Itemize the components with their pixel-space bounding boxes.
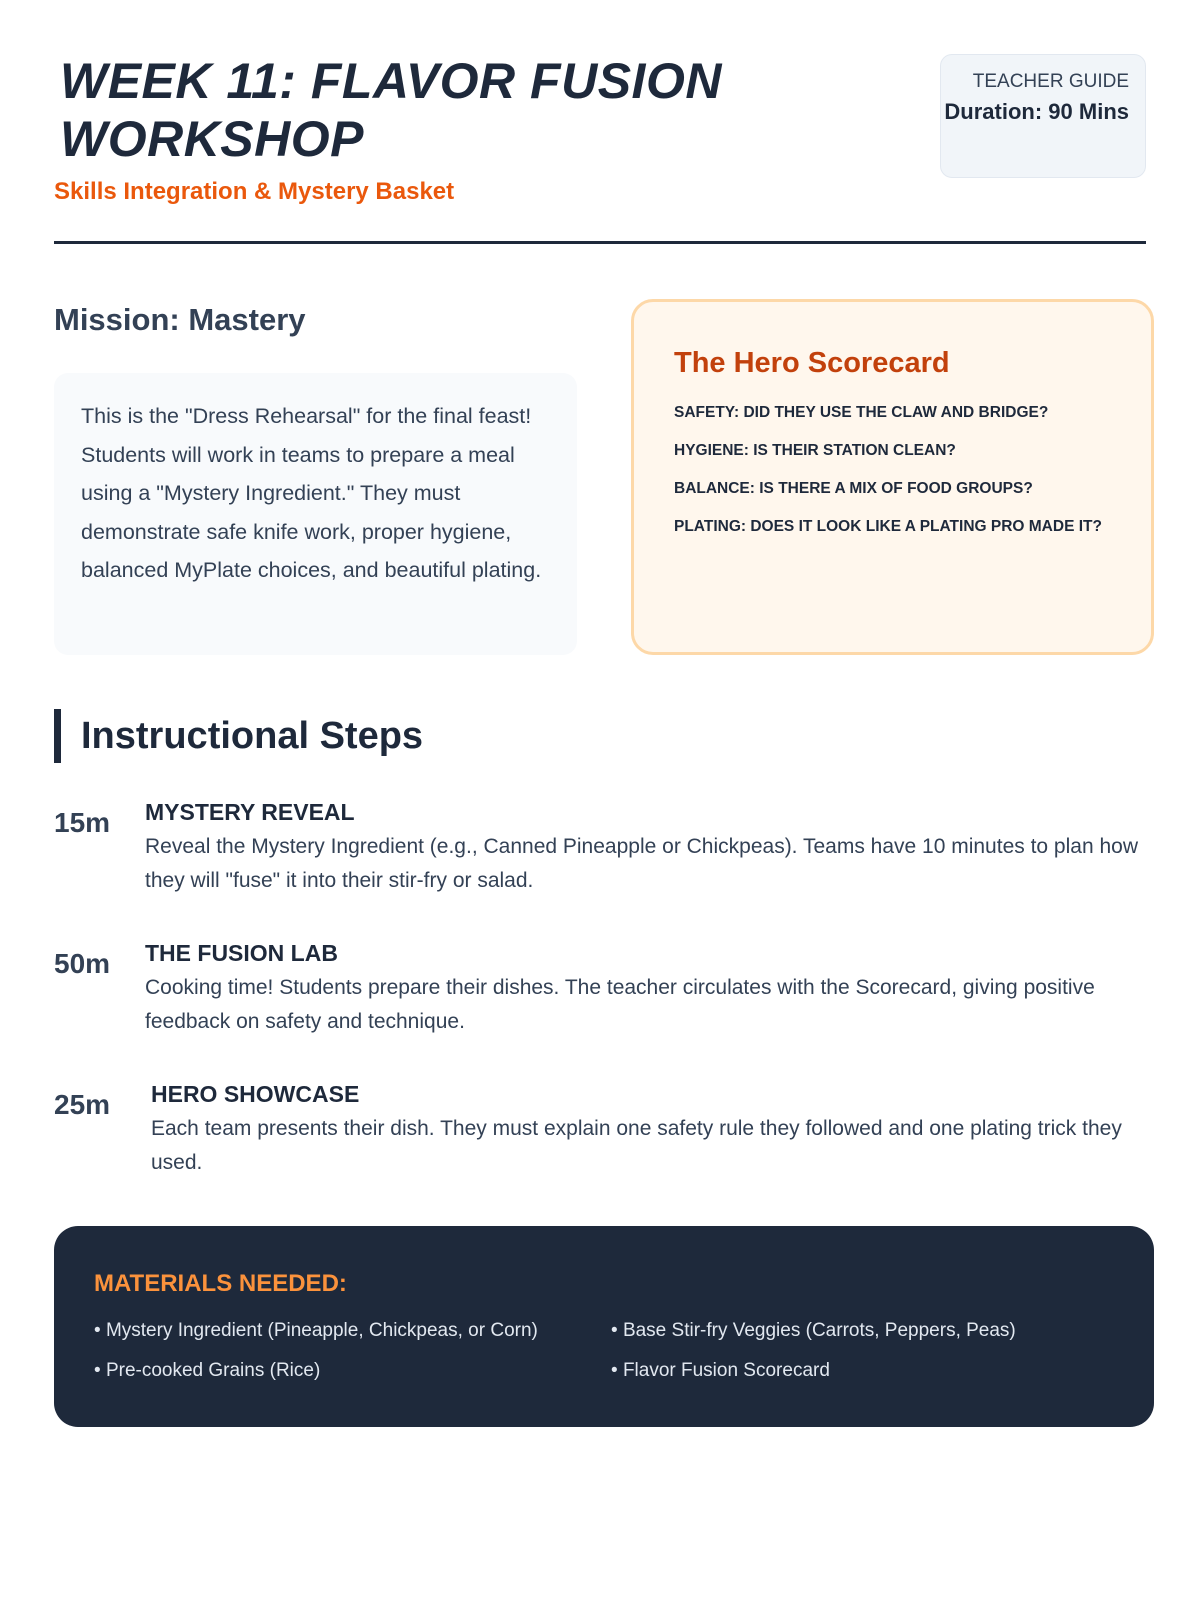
- step-body: [145, 938, 1154, 1039]
- mission-box: [54, 373, 577, 655]
- hero-scorecard: [631, 299, 1154, 655]
- mission-title: Mission: Mastery: [54, 302, 306, 337]
- step-title: HERO SHOWCASE: [151, 1081, 360, 1107]
- page-title: WEEK 11: FLAVOR FUSION WORKSHOP: [60, 53, 722, 167]
- step-time: 15m: [54, 807, 111, 838]
- scorecard-title: The Hero Scorecard: [674, 347, 950, 379]
- scorecard-item-balance: BALANCE: IS THERE A MIX OF FOOD GROUPS?: [674, 480, 1033, 497]
- steps-heading: Instructional Steps: [54, 709, 423, 763]
- materials-list: [94, 1318, 1114, 1384]
- duration-label: Duration: 90 Mins: [944, 99, 1129, 124]
- step-body: [151, 1079, 1154, 1180]
- step-body: [145, 797, 1154, 898]
- scorecard-item-safety: SAFETY: DID THEY USE THE CLAW AND BRIDGE?: [674, 404, 1049, 421]
- step-time: 25m: [54, 1089, 111, 1120]
- page-header: [54, 0, 1146, 244]
- teacher-guide-badge: [940, 54, 1146, 178]
- step-description: Each team presents their dish. They must explain one safety rule they followed and one plating trick they used.: [151, 1117, 1122, 1174]
- scorecard-item-hygiene: HYGIENE: IS THEIR STATION CLEAN?: [674, 442, 956, 459]
- step-title: THE FUSION LAB: [145, 940, 338, 966]
- material-item: • Mystery Ingredient (Pineapple, Chickpeas, or Corn): [94, 1318, 611, 1344]
- teacher-guide-label: TEACHER GUIDE: [972, 71, 1129, 92]
- material-item: • Flavor Fusion Scorecard: [611, 1358, 1091, 1384]
- step-title: MYSTERY REVEAL: [145, 799, 355, 825]
- page-subtitle: Skills Integration & Mystery Basket: [54, 178, 455, 205]
- material-item: • Pre-cooked Grains (Rice): [94, 1358, 611, 1384]
- materials-title: MATERIALS NEEDED:: [94, 1270, 347, 1297]
- material-item: • Base Stir-fry Veggies (Carrots, Peppers, Peas): [611, 1318, 1091, 1344]
- mission-text: This is the "Dress Rehearsal" for the final feast! Students will work in teams to prepare a meal using a "Mystery Ingredient." They must demonstrate safe knife work, proper hygiene, balanced MyPlate choices, and beautiful plating.: [81, 404, 542, 582]
- materials-panel: [54, 1226, 1154, 1427]
- step-time: 50m: [54, 948, 111, 979]
- step-description: Cooking time! Students prepare their dishes. The teacher circulates with the Scorecard, giving positive feedback on safety and technique.: [145, 976, 1095, 1033]
- scorecard-item-plating: PLATING: DOES IT LOOK LIKE A PLATING PRO MADE IT?: [674, 518, 1102, 535]
- step-description: Reveal the Mystery Ingredient (e.g., Canned Pineapple or Chickpeas). Teams have 10 minutes to plan how they will "fuse" it into their stir-fry or salad.: [145, 835, 1138, 892]
